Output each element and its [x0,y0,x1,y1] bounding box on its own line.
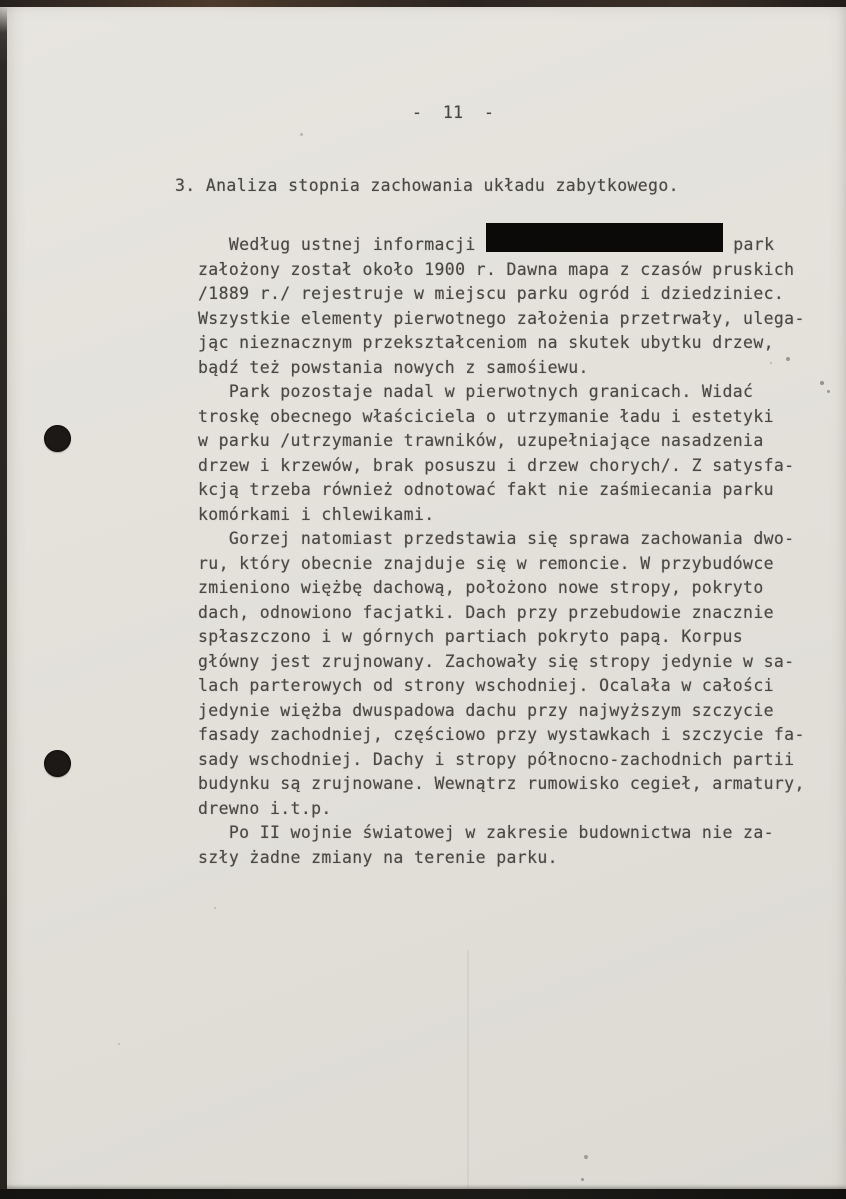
text-line: drewno i.t.p. [198,798,332,818]
text-line: jedynie więżba dwuspadowa dachu przy najwyższym szczycie [198,700,774,720]
text-line [198,223,828,258]
text-line: główny jest zrujnowany. Zachowały się stropy jedynie w sa- [198,651,795,671]
text-line: zmieniono więżbę dachową, położono nowe stropy, pokryto [198,578,764,597]
text-line: drzew i krzewów, brak posuszu i drzew chorych/. Z satysfa- [198,455,795,475]
paper-speck [786,357,790,361]
text-line: w parku /utrzymanie trawników, uzupełniające nasadzenia [198,431,764,450]
text-line: Po II wojnie światowej w zakresie budownictwa nie za- [198,823,774,842]
text-line: sady wschodniej. Dachy i stropy północno-zachodnich partii [198,749,795,769]
text-after-redaction: park [722,235,775,254]
paper-speck [214,907,216,909]
paper-speck [581,1178,584,1181]
hole-punch [44,425,71,452]
text-line: Wszystkie elementy pierwotnego założenia przetrwały, ulega- [198,308,805,328]
text-line: spłaszczono i w górnych partiach pokryto papą. Korpus [198,627,744,646]
scan-edge-bottom [0,1189,846,1199]
text-line: założony został około 1900 r. Dawna mapa z czasów pruskich [198,259,795,279]
redaction-bar [486,223,723,252]
text-line: troskę obecnego właściciela o utrzymanie ładu i estetyki [198,406,774,426]
text-line: komórkami i chlewikami. [198,504,435,524]
text-line: fasady zachodniej, częściowo przy wystawkach i szczycie fa- [198,725,805,744]
hole-punch [44,750,71,777]
paper-speck [300,133,303,136]
text-line: budynku są zrujnowane. Wewnątrz rumowisko cegieł, armatury, [198,774,805,793]
scan-edge-top [0,0,846,7]
paper-crease [467,950,469,1190]
paper-speck [770,362,772,364]
text-line: ru, który obecnie znajduje się w remoncie. W przybudówce [198,553,774,573]
document-body [198,223,828,870]
text-line: szły żadne zmiany na terenie parku. [198,847,558,867]
text-line: jąc nieznacznym przekształceniom na skutek ubytku drzew, [198,333,774,352]
paper-speck [118,1043,120,1045]
text-line: dach, odnowiono facjatki. Dach przy przebudowie znacznie [198,602,774,622]
section-heading: 3. Analiza stopnia zachowania układu zabytkowego. [175,176,679,195]
text-line: Park pozostaje nadal w pierwotnych granicach. Widać [198,382,754,401]
text-line: bądź też powstania nowych z samośiewu. [198,357,589,377]
paper-speck [584,1155,588,1159]
scan-edge-left [0,7,7,1199]
page-number: - 11 - [412,103,495,122]
text-line: kcją trzeba również odnotować fakt nie zaśmiecania parku [198,480,774,499]
text-line: /1889 r./ rejestruje w miejscu parku ogród i dziedziniec. [198,284,785,303]
text-line: Gorzej natomiast przedstawia się sprawa zachowania dwo- [198,529,795,548]
text-line: lach parterowych od strony wschodniej. Ocalała w całości [198,676,774,695]
paper-speck [827,390,830,393]
text-before-redaction: Według ustnej informacji [198,235,486,254]
paper-speck [820,381,824,385]
